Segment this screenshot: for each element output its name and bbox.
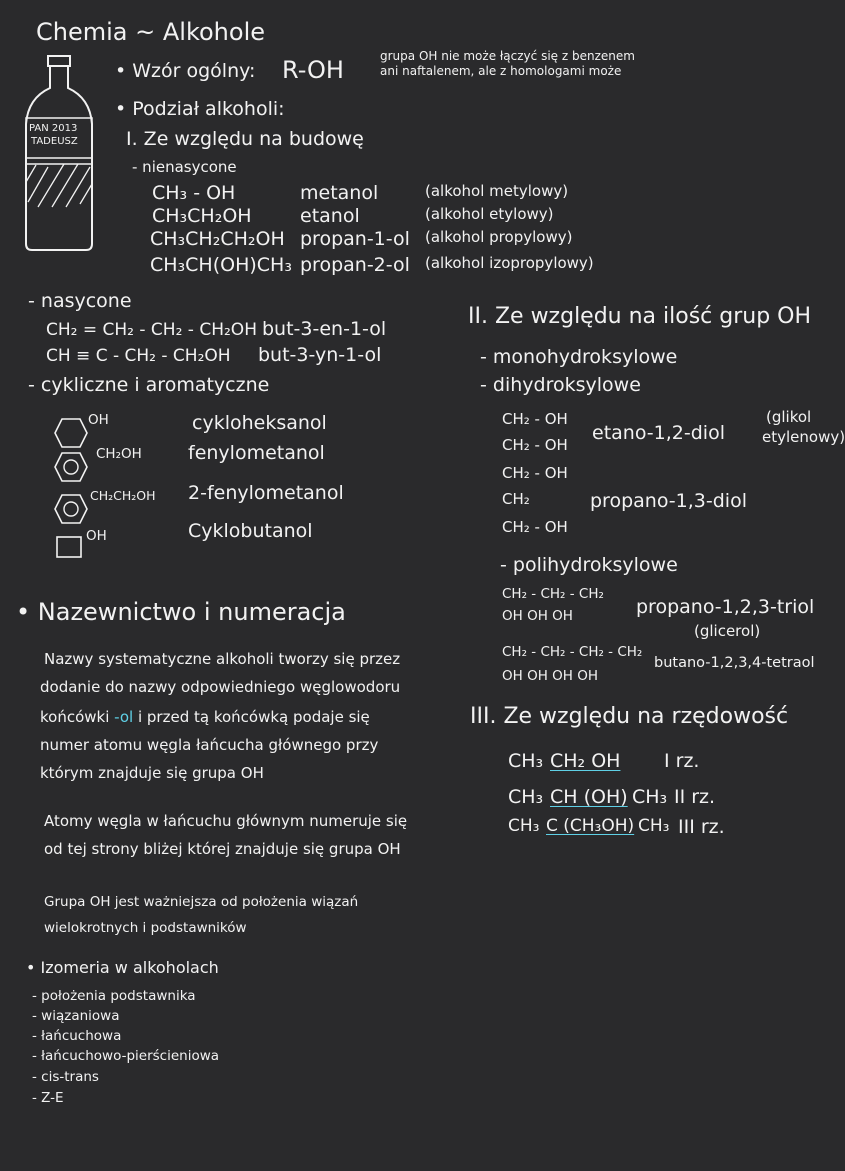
naming-text-segment: końcówki [40, 708, 115, 726]
diol1-common-1: (glikol [766, 408, 812, 426]
cyclohexane-ring-icon [54, 418, 88, 448]
naming-text-line: wielokrotnych i podstawników [44, 920, 247, 936]
naming-text-line: Nazwy systematyczne alkoholi tworzy się przez [44, 650, 401, 668]
cyclic-name: cykloheksanol [192, 412, 327, 434]
general-formula-label: • Wzór ogólny: [115, 60, 256, 82]
poly-label: - polihydroksylowe [500, 554, 678, 576]
division-heading: • Podział alkoholi: [115, 98, 285, 120]
naming-text-line [40, 710, 370, 725]
alcohol-common-name: (alkohol etylowy) [425, 205, 554, 223]
alcohol-formula: CH₃CH(OH)CH₃ [150, 254, 292, 276]
naming-text-line: Atomy węgla w łańcuchu głównym numeruje się [44, 812, 408, 830]
diol2-top: CH₂ - OH [502, 464, 568, 482]
mono-label: - monohydroksylowe [480, 346, 678, 368]
alcohol-formula: CH₃ - OH [152, 182, 236, 204]
tetrol-name: butano-1,2,3,4-tetraol [654, 655, 815, 671]
alcohol-name: propan-1-ol [300, 228, 410, 250]
isomerism-heading: • Izomeria w alkoholach [26, 958, 219, 977]
list-item: - łańcuchowa [32, 1028, 122, 1044]
list-item: - cis-trans [32, 1069, 99, 1085]
list-item: - wiązaniowa [32, 1008, 120, 1024]
alcohol-formula: CH₃CH₂CH₂OH [150, 228, 285, 250]
benzene-ring-icon [54, 494, 88, 524]
diol2-mid: CH₂ [502, 490, 530, 508]
rank-formula-b: C (CH₃OH) [546, 816, 635, 836]
suffix-ol: -ol [114, 708, 134, 726]
naming-text-line: Grupa OH jest ważniejsza od położenia wiązań [44, 894, 359, 910]
cyclic-group: OH [88, 412, 109, 428]
triol-oh: OH OH OH [502, 608, 573, 624]
naming-text-line: którym znajduje się grupa OH [40, 764, 264, 782]
saturated-label: - nasycone [28, 290, 132, 312]
rank-label: III rz. [678, 816, 725, 838]
alcohol-common-name: (alkohol metylowy) [425, 182, 569, 200]
alcohol-common-name: (alkohol izopropylowy) [425, 254, 594, 272]
alcohol-name: metanol [300, 182, 379, 204]
unsaturated-label: - nienasycone [132, 158, 237, 176]
naming-heading: • Nazewnictwo i numeracja [16, 598, 346, 626]
bottle-label-line1: PAN 2013 [29, 123, 78, 134]
rank-formula-c: CH₃ [638, 816, 670, 836]
general-formula-note-1: grupa OH nie może łączyć się z benzenem [380, 49, 635, 63]
general-formula: R-OH [282, 56, 344, 84]
naming-text-segment: i przed tą końcówką podaje się [133, 708, 370, 726]
benzene-ring-icon [54, 452, 88, 482]
rank-formula-a: CH₃ [508, 816, 540, 836]
cyclobutane-ring-icon [56, 536, 82, 558]
triol-chain: CH₂ - CH₂ - CH₂ [502, 586, 604, 602]
diol2-bottom: CH₂ - OH [502, 518, 568, 536]
list-item: - Z-E [32, 1090, 64, 1106]
rank-formula-a: CH₃ [508, 750, 544, 772]
alcohol-common-name: (alkohol propylowy) [425, 228, 573, 246]
cyclic-name: fenylometanol [188, 442, 325, 464]
naming-text-line: numer atomu węgla łańcucha głównego przy [40, 736, 379, 754]
naming-text-line: dodanie do nazwy odpowiedniego węglowodoru [40, 678, 401, 696]
saturated-name: but-3-yn-1-ol [258, 344, 382, 366]
rank-formula-a: CH₃ [508, 786, 544, 808]
diol1-top: CH₂ - OH [502, 410, 568, 428]
section2-heading: II. Ze względu na ilość grup OH [468, 304, 812, 329]
tetrol-chain: CH₂ - CH₂ - CH₂ - CH₂ [502, 644, 643, 660]
bottle-label-line2: TADEUSZ [31, 136, 78, 147]
rank-label: I rz. [664, 750, 700, 772]
rank-formula-b: CH (OH) [550, 786, 628, 808]
cyclic-label: - cykliczne i aromatyczne [28, 374, 270, 396]
diol2-name: propano-1,3-diol [590, 490, 747, 512]
alcohol-name: etanol [300, 205, 360, 227]
saturated-formula: CH₂ = CH₂ - CH₂ - CH₂OH [46, 320, 257, 340]
cyclic-group: CH₂OH [96, 446, 142, 462]
cyclic-name: 2-fenylometanol [188, 482, 344, 504]
bottle-icon [20, 52, 100, 252]
rank-formula-c: CH₃ [632, 786, 668, 808]
naming-text-line: od tej strony bliżej której znajduje się grupa OH [44, 840, 401, 858]
section3-heading: III. Ze względu na rzędowość [470, 704, 789, 729]
alcohol-name: propan-2-ol [300, 254, 410, 276]
cyclic-group: OH [86, 528, 107, 544]
tetrol-oh: OH OH OH OH [502, 668, 598, 684]
triol-name: propano-1,2,3-triol [636, 596, 815, 618]
saturated-formula: CH ≡ C - CH₂ - CH₂OH [46, 346, 231, 366]
diol1-common-2: etylenowy) [762, 428, 845, 446]
saturated-name: but-3-en-1-ol [262, 318, 387, 340]
list-item: - położenia podstawnika [32, 988, 196, 1004]
rank-formula-b: CH₂ OH [550, 750, 621, 772]
diol1-bottom: CH₂ - OH [502, 436, 568, 454]
di-label: - dihydroksylowe [480, 374, 641, 396]
alcohol-formula: CH₃CH₂OH [152, 205, 252, 227]
cyclic-name: Cyklobutanol [188, 520, 313, 542]
list-item: - łańcuchowo-pierścieniowa [32, 1048, 220, 1064]
diol1-name: etano-1,2-diol [592, 422, 725, 444]
cyclic-group: CH₂CH₂OH [90, 488, 156, 503]
triol-common: (glicerol) [694, 622, 761, 640]
page-title: Chemia ~ Alkohole [36, 18, 265, 46]
rank-label: II rz. [674, 786, 716, 808]
general-formula-note-2: ani naftalenem, ale z homologami może [380, 64, 622, 78]
section1-heading: I. Ze względu na budowę [126, 128, 364, 150]
